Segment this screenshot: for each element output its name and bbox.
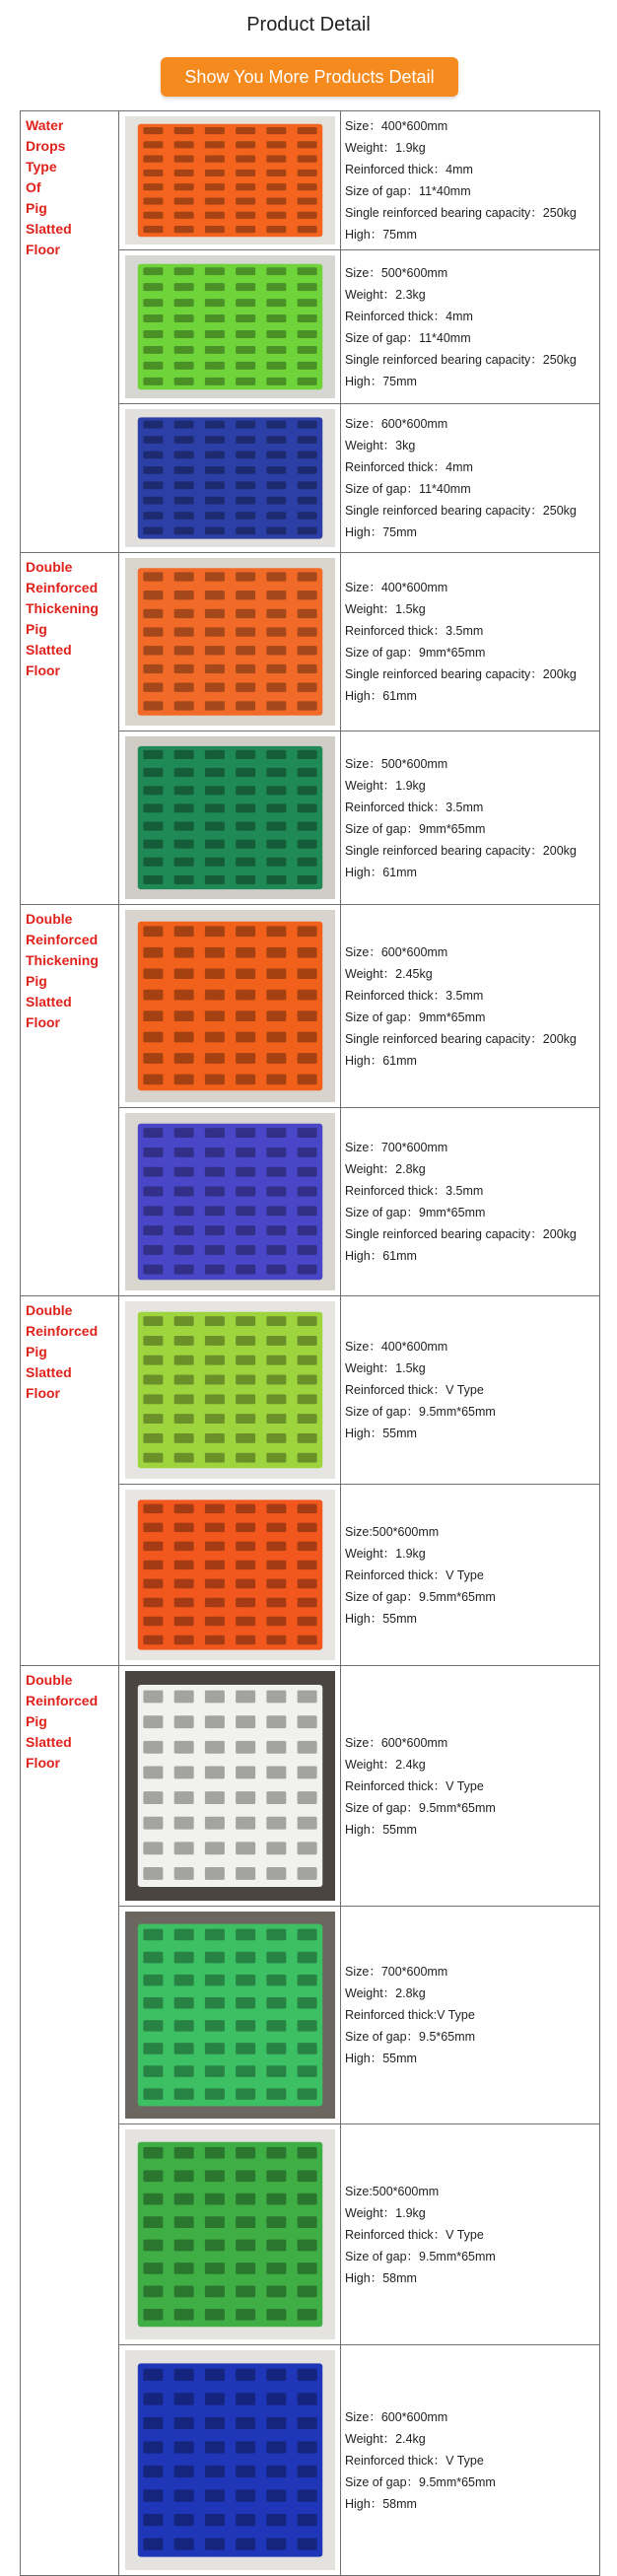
slatted-floor-illustration: [125, 255, 335, 398]
spec-line: Reinforced thick：3.5mm: [345, 624, 484, 638]
spec-line: Size：400*600mm: [345, 119, 448, 133]
slatted-floor-image: [125, 1490, 335, 1660]
product-row: [21, 553, 600, 731]
slatted-floor-illustration: [125, 1301, 335, 1479]
spec-line: Weight：1.9kg: [345, 778, 426, 793]
spec-line: High：61mm: [345, 865, 417, 879]
spec-line: Size：600*600mm: [345, 1735, 448, 1750]
spec-line: Reinforced thick：4mm: [345, 460, 473, 474]
page-title: Product Detail: [246, 14, 371, 35]
category-name-line: Slatted: [26, 642, 72, 658]
category-name-line: Reinforced: [26, 580, 99, 595]
category-name-line: Type: [26, 159, 57, 174]
slatted-floor-image: [125, 1113, 335, 1290]
category-name-line: Drops: [26, 138, 66, 154]
product-specs: [341, 2345, 600, 2576]
category-label: [21, 1666, 119, 2576]
spec-line: Weight：2.45kg: [345, 966, 433, 981]
category-name-line: Pig: [26, 973, 47, 989]
spec-line: Weight：1.9kg: [345, 141, 426, 155]
slatted-floor-illustration: [125, 558, 335, 726]
product-row: [21, 905, 600, 1108]
spec-line: Size:500*600mm: [345, 1524, 440, 1539]
spec-line: Size of gap：9.5mm*65mm: [345, 1589, 496, 1604]
category-name-line: Floor: [26, 662, 60, 678]
slatted-floor-illustration: [125, 1113, 335, 1290]
slatted-floor-illustration: [125, 2350, 335, 2570]
product-specs: [341, 1485, 600, 1666]
spec-line: Size of gap：11*40mm: [345, 330, 471, 345]
spec-line: High：61mm: [345, 689, 417, 703]
category-label: [21, 111, 119, 553]
spec-line: High：61mm: [345, 1053, 417, 1068]
spec-line: Size：700*600mm: [345, 1965, 448, 1979]
spec-line: Size：400*600mm: [345, 581, 448, 594]
spec-line: Weight：2.8kg: [345, 1162, 426, 1176]
slatted-floor-illustration: [125, 910, 335, 1102]
spec-line: Reinforced thick：4mm: [345, 309, 473, 323]
spec-line: Weight：2.4kg: [345, 2431, 426, 2446]
slatted-floor-illustration: [125, 116, 335, 244]
category-name-line: Thickening: [26, 600, 99, 616]
spec-line: Weight：1.5kg: [345, 602, 426, 616]
spec-line: Single reinforced bearing capacity：250kg: [345, 352, 577, 367]
spec-line: Size：500*600mm: [345, 265, 448, 280]
category-name-line: Reinforced: [26, 1323, 99, 1339]
category-name-line: Pig: [26, 200, 47, 216]
product-specs: [341, 731, 600, 905]
spec-line: Size：500*600mm: [345, 756, 448, 771]
spec-line: High：75mm: [345, 525, 417, 539]
spec-line: Reinforced thick：V Type: [345, 1383, 484, 1397]
spec-line: High：55mm: [345, 1611, 417, 1626]
spec-line: Reinforced thick：V Type: [345, 2453, 484, 2468]
spec-line: High：55mm: [345, 2052, 417, 2065]
spec-line: Single reinforced bearing capacity：250kg: [345, 504, 577, 518]
spec-line: Size of gap：9mm*65mm: [345, 821, 486, 836]
category-name-line: Pig: [26, 1344, 47, 1359]
spec-line: Reinforced thick：3.5mm: [345, 988, 484, 1003]
slatted-floor-image: [125, 2350, 335, 2570]
product-image-cell: [119, 250, 341, 404]
spec-line: Single reinforced bearing capacity：200kg: [345, 1031, 577, 1046]
spec-line: Size：400*600mm: [345, 1340, 448, 1354]
product-image-cell: [119, 1296, 341, 1485]
slatted-floor-image: [125, 558, 335, 726]
spec-line: Size：600*600mm: [345, 944, 448, 959]
product-image-cell: [119, 1666, 341, 1907]
product-image-cell: [119, 2345, 341, 2576]
category-name-line: Slatted: [26, 1734, 72, 1750]
spec-line: Size：700*600mm: [345, 1141, 448, 1154]
spec-line: High：75mm: [345, 228, 417, 242]
spec-line: High：58mm: [345, 2496, 417, 2511]
product-row: [21, 1296, 600, 1485]
product-specs: [341, 905, 600, 1108]
slatted-floor-illustration: [125, 1671, 335, 1901]
product-image-cell: [119, 1108, 341, 1296]
product-specs: [341, 1907, 600, 2124]
slatted-floor-illustration: [125, 2129, 335, 2339]
product-image-cell: [119, 2124, 341, 2345]
category-name-line: Pig: [26, 621, 47, 637]
category-label: [21, 1296, 119, 1666]
spec-line: Reinforced thick：3.5mm: [345, 1184, 484, 1198]
product-spec-table: [20, 110, 600, 2576]
spec-line: Size：600*600mm: [345, 2409, 448, 2424]
spec-line: Size of gap：11*40mm: [345, 184, 471, 198]
show-more-products-button[interactable]: Show You More Products Detail: [161, 57, 458, 97]
product-image-cell: [119, 553, 341, 731]
spec-line: Reinforced thick：V Type: [345, 1778, 484, 1793]
product-image-cell: [119, 111, 341, 250]
spec-line: Weight：2.8kg: [345, 1986, 426, 2000]
slatted-floor-illustration: [125, 409, 335, 547]
spec-line: Reinforced thick：V Type: [345, 2227, 484, 2242]
slatted-floor-image: [125, 2129, 335, 2339]
spec-line: Reinforced thick：3.5mm: [345, 800, 484, 814]
product-image-cell: [119, 731, 341, 905]
category-name-line: Reinforced: [26, 932, 99, 947]
category-name-line: Double: [26, 559, 73, 575]
spec-line: Size of gap：9.5*65mm: [345, 2030, 476, 2044]
category-name-line: Thickening: [26, 952, 99, 968]
category-label: [21, 905, 119, 1296]
category-name-line: Floor: [26, 1755, 60, 1771]
slatted-floor-illustration: [125, 1490, 335, 1660]
spec-line: High：55mm: [345, 1822, 417, 1837]
slatted-floor-image: [125, 255, 335, 398]
spec-line: Weight：1.9kg: [345, 2205, 426, 2220]
category-label: [21, 553, 119, 905]
spec-line: Size of gap：9.5mm*65mm: [345, 2249, 496, 2263]
spec-line: Size of gap：9.5mm*65mm: [345, 1405, 496, 1419]
slatted-floor-image: [125, 1912, 335, 2119]
spec-line: Weight：1.9kg: [345, 1546, 426, 1561]
category-name-line: Floor: [26, 1385, 60, 1401]
slatted-floor-image: [125, 409, 335, 547]
spec-line: Weight：3kg: [345, 439, 416, 453]
spec-line: Size of gap：9mm*65mm: [345, 646, 486, 660]
category-name-line: Floor: [26, 242, 60, 257]
spec-line: Single reinforced bearing capacity：200kg: [345, 1227, 577, 1241]
spec-line: High：55mm: [345, 1427, 417, 1440]
spec-line: Size of gap：9.5mm*65mm: [345, 2474, 496, 2489]
slatted-floor-illustration: [125, 1912, 335, 2119]
product-row: [21, 111, 600, 250]
product-image-cell: [119, 905, 341, 1108]
spec-line: Weight：2.4kg: [345, 1757, 426, 1772]
category-name-line: Double: [26, 1672, 73, 1688]
spec-line: Weight：1.5kg: [345, 1361, 426, 1375]
spec-line: Size of gap：11*40mm: [345, 482, 471, 496]
spec-line: High：61mm: [345, 1249, 417, 1263]
spec-line: Reinforced thick：4mm: [345, 163, 473, 176]
category-name-line: Pig: [26, 1713, 47, 1729]
spec-line: Single reinforced bearing capacity：250kg: [345, 206, 577, 220]
spec-line: High：58mm: [345, 2270, 417, 2285]
category-name-line: Floor: [26, 1014, 60, 1030]
slatted-floor-image: [125, 736, 335, 899]
slatted-floor-illustration: [125, 736, 335, 899]
product-row: [21, 1666, 600, 1907]
category-name-line: Slatted: [26, 994, 72, 1010]
spec-line: Reinforced thick:V Type: [345, 2008, 475, 2022]
product-specs: [341, 2124, 600, 2345]
spec-line: Size：600*600mm: [345, 417, 448, 431]
category-name-line: Slatted: [26, 221, 72, 237]
spec-line: Size of gap：9mm*65mm: [345, 1010, 486, 1024]
category-name-line: Reinforced: [26, 1693, 99, 1708]
slatted-floor-image: [125, 1301, 335, 1479]
product-image-cell: [119, 404, 341, 553]
product-image-cell: [119, 1485, 341, 1666]
slatted-floor-image: [125, 116, 335, 244]
spec-line: High：75mm: [345, 374, 417, 388]
spec-line: Size of gap：9.5mm*65mm: [345, 1800, 496, 1815]
product-spec-body: [21, 111, 600, 2576]
product-specs: [341, 111, 600, 250]
product-image-cell: [119, 1907, 341, 2124]
slatted-floor-image: [125, 1671, 335, 1901]
slatted-floor-image: [125, 910, 335, 1102]
spec-line: Reinforced thick：V Type: [345, 1567, 484, 1582]
category-name-line: Water: [26, 117, 64, 133]
product-specs: [341, 1666, 600, 1907]
product-specs: [341, 250, 600, 404]
category-name-line: Of: [26, 179, 41, 195]
spec-line: Single reinforced bearing capacity：200kg: [345, 843, 577, 858]
product-specs: [341, 553, 600, 731]
category-name-line: Slatted: [26, 1364, 72, 1380]
spec-line: Size:500*600mm: [345, 2184, 440, 2198]
category-name-line: Double: [26, 1302, 73, 1318]
product-specs: [341, 1296, 600, 1485]
spec-line: Weight：2.3kg: [345, 287, 426, 302]
spec-line: Single reinforced bearing capacity：200kg: [345, 667, 577, 681]
product-specs: [341, 1108, 600, 1296]
spec-line: Size of gap：9mm*65mm: [345, 1206, 486, 1219]
product-specs: [341, 404, 600, 553]
category-name-line: Double: [26, 911, 73, 927]
